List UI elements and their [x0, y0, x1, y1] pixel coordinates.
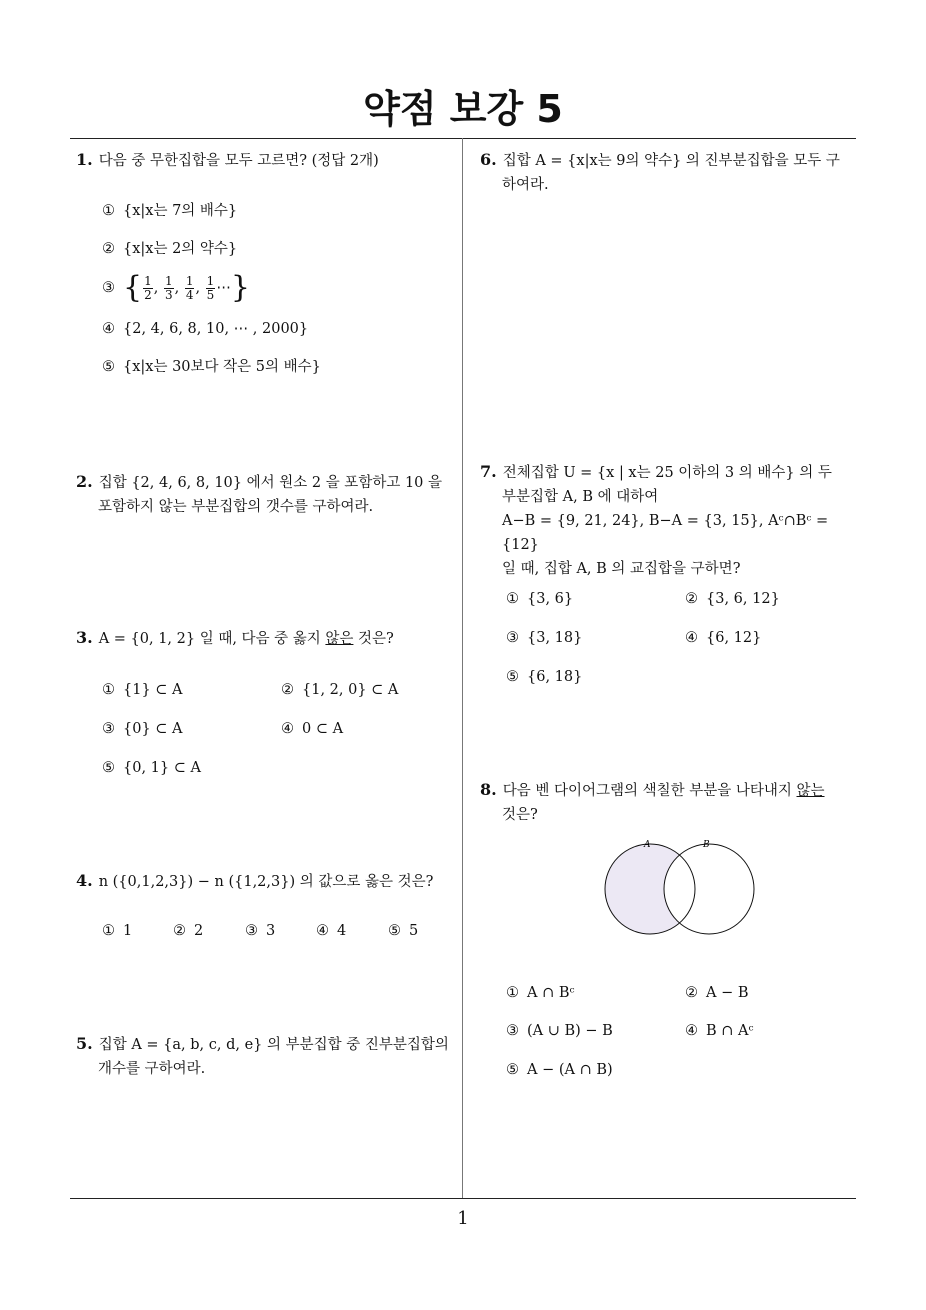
question-number: 6. — [480, 150, 497, 169]
option-text: A ∩ Bᶜ — [527, 985, 575, 1001]
bottom-rule — [70, 1198, 856, 1199]
option-mark: ④ — [316, 923, 329, 939]
q1-option-3[interactable]: ③ { $\frac{1}{2}$ , $\frac{1}{3}$ , $\frac{1}{4}$ , $\frac{1}{5}$ ⋯} — [102, 270, 250, 305]
question-text-line-1: 전체집합 U = {x | x는 25 이하의 3 의 배수} 의 두 — [502, 465, 832, 481]
q1-option-1[interactable] — [102, 200, 237, 222]
question-text-line-1: 집합 {2, 4, 6, 8, 10} 에서 원소 2 을 포함하고 10 을 — [98, 475, 443, 491]
question-text-line-3: A−B = {9, 21, 24}, B−A = {3, 15}, Aᶜ∩Bᶜ = {12} — [502, 513, 829, 553]
option-mark: ④ — [281, 721, 294, 737]
question-2 — [76, 470, 460, 519]
option-text: {1, 2, 0} ⊂ A — [302, 682, 399, 698]
option-text: {3, 18} — [527, 630, 583, 646]
option-text: {x|x는 7의 배수} — [123, 203, 238, 219]
question-8 — [480, 778, 860, 827]
question-number: 3. — [76, 628, 93, 647]
question-1 — [76, 148, 379, 173]
venn-diagram — [596, 836, 766, 942]
q7-option-4[interactable] — [685, 627, 761, 649]
label-a: A — [644, 840, 651, 850]
q8-option-1[interactable] — [506, 982, 575, 1004]
option-text: 5 — [409, 923, 419, 939]
page-title: 약점 보강 5 — [363, 87, 563, 131]
ellipsis: ⋯ — [216, 280, 231, 296]
q4-option-2[interactable] — [173, 920, 203, 942]
q8-option-5[interactable] — [506, 1059, 613, 1081]
question-4 — [76, 869, 433, 894]
option-mark: ③ — [245, 923, 258, 939]
q3-option-5[interactable] — [102, 757, 201, 779]
option-mark: ② — [685, 985, 698, 1001]
question-text-end: 것은? — [353, 631, 394, 647]
right-brace: } — [230, 270, 250, 305]
option-mark: ⑤ — [388, 923, 401, 939]
question-text-line-4: 일 때, 집합 A, B 의 교집합을 구하면? — [502, 561, 741, 577]
option-mark: ② — [685, 591, 698, 607]
option-mark: ③ — [506, 630, 519, 646]
q8-option-3[interactable] — [506, 1020, 613, 1042]
q8-option-2[interactable] — [685, 982, 749, 1004]
q7-option-5[interactable] — [506, 666, 582, 688]
question-number: 2. — [76, 472, 93, 491]
question-text-line-2: 부분집합 A, B 에 대하여 — [502, 489, 659, 505]
fraction-1-2: $\frac{1}{2}$ — [144, 273, 152, 302]
option-text: A − B — [706, 985, 749, 1001]
q7-option-1[interactable] — [506, 588, 573, 610]
q7-option-2[interactable] — [685, 588, 780, 610]
option-mark: ③ — [102, 280, 115, 296]
question-text-line-1: 다음 벤 다이어그램의 색칠한 부분을 나타내지 — [502, 783, 797, 799]
q4-option-5[interactable] — [388, 920, 418, 942]
left-brace: { — [123, 270, 143, 305]
option-text: 2 — [194, 923, 204, 939]
option-text: {2, 4, 6, 8, 10, ⋯ , 2000} — [123, 321, 309, 337]
option-mark: ⑤ — [102, 359, 115, 375]
question-text: 다음 중 무한집합을 모두 고르면? (정답 2개) — [98, 153, 379, 169]
option-mark: ④ — [685, 630, 698, 646]
option-mark: ① — [506, 985, 519, 1001]
option-text: {3, 6, 12} — [706, 591, 780, 607]
q4-option-3[interactable] — [245, 920, 275, 942]
option-mark: ① — [506, 591, 519, 607]
option-mark: ⑤ — [102, 760, 115, 776]
option-mark: ④ — [685, 1023, 698, 1039]
question-6 — [480, 148, 860, 197]
question-7 — [480, 460, 860, 581]
page-number: 1 — [457, 1208, 469, 1229]
option-mark: ② — [102, 241, 115, 257]
option-text: 3 — [266, 923, 276, 939]
q4-option-4[interactable] — [316, 920, 346, 942]
q1-option-2[interactable] — [102, 238, 237, 260]
q1-option-4[interactable] — [102, 318, 308, 340]
option-mark: ⑤ — [506, 1062, 519, 1078]
underlined-word: 않은 — [325, 631, 354, 647]
question-number: 8. — [480, 780, 497, 799]
option-text: {0, 1} ⊂ A — [123, 760, 201, 776]
option-text: {6, 12} — [706, 630, 762, 646]
q3-option-4[interactable] — [281, 718, 343, 740]
q8-option-4[interactable] — [685, 1020, 754, 1042]
option-mark: ② — [173, 923, 186, 939]
label-b: B — [703, 840, 710, 850]
q7-option-3[interactable] — [506, 627, 582, 649]
column-divider — [462, 138, 463, 1198]
underlined-word: 않는 — [796, 783, 825, 799]
option-mark: ③ — [506, 1023, 519, 1039]
option-mark: ⑤ — [506, 669, 519, 685]
option-text: {1} ⊂ A — [123, 682, 183, 698]
q3-option-1[interactable] — [102, 679, 183, 701]
option-text: {x|x는 30보다 작은 5의 배수} — [123, 359, 321, 375]
fraction-1-3: $\frac{1}{3}$ — [164, 273, 173, 302]
option-mark: ① — [102, 203, 115, 219]
question-5 — [76, 1032, 460, 1081]
option-text: {6, 18} — [527, 669, 583, 685]
question-number: 1. — [76, 150, 93, 169]
option-text: 4 — [337, 923, 347, 939]
question-text-line-2: 개수를 구하여라. — [98, 1061, 206, 1077]
q4-option-1[interactable] — [102, 920, 132, 942]
question-text-line-2: 것은? — [502, 807, 538, 823]
q3-option-2[interactable] — [281, 679, 398, 701]
option-text: {x|x는 2의 약수} — [123, 241, 238, 257]
question-number: 7. — [480, 462, 497, 481]
top-rule — [70, 138, 856, 139]
option-text: {0} ⊂ A — [123, 721, 183, 737]
option-text: (A ∪ B) − B — [527, 1023, 613, 1039]
option-text: B ∩ Aᶜ — [706, 1023, 754, 1039]
question-number: 5. — [76, 1034, 93, 1053]
question-text: A = {0, 1, 2} 일 때, 다음 중 옳지 — [98, 631, 326, 647]
fraction-1-5: $\frac{1}{5}$ — [206, 273, 215, 302]
option-text: 0 ⊂ A — [302, 721, 344, 737]
question-text-line-1: 집합 A = {a, b, c, d, e} 의 부분집합 중 진부분집합의 — [98, 1037, 449, 1053]
option-mark: ① — [102, 923, 115, 939]
q1-option-5[interactable] — [102, 356, 321, 378]
question-text-line-2: 포함하지 않는 부분집합의 갯수를 구하여라. — [98, 499, 374, 515]
question-3 — [76, 626, 394, 651]
question-text: n ({0,1,2,3}) − n ({1,2,3}) 의 값으로 옳은 것은? — [98, 874, 434, 890]
q3-option-3[interactable] — [102, 718, 183, 740]
option-text: 1 — [123, 923, 133, 939]
option-mark: ① — [102, 682, 115, 698]
question-number: 4. — [76, 871, 93, 890]
option-mark: ④ — [102, 321, 115, 337]
option-text: A − (A ∩ B) — [527, 1062, 613, 1078]
option-mark: ② — [281, 682, 294, 698]
option-text: {3, 6} — [527, 591, 574, 607]
fraction-1-4: $\frac{1}{4}$ — [185, 273, 194, 302]
question-text-line-2: 하여라. — [502, 177, 549, 193]
question-text-line-1: 집합 A = {x|x는 9의 약수} 의 진부분집합을 모두 구 — [502, 153, 840, 169]
option-mark: ③ — [102, 721, 115, 737]
